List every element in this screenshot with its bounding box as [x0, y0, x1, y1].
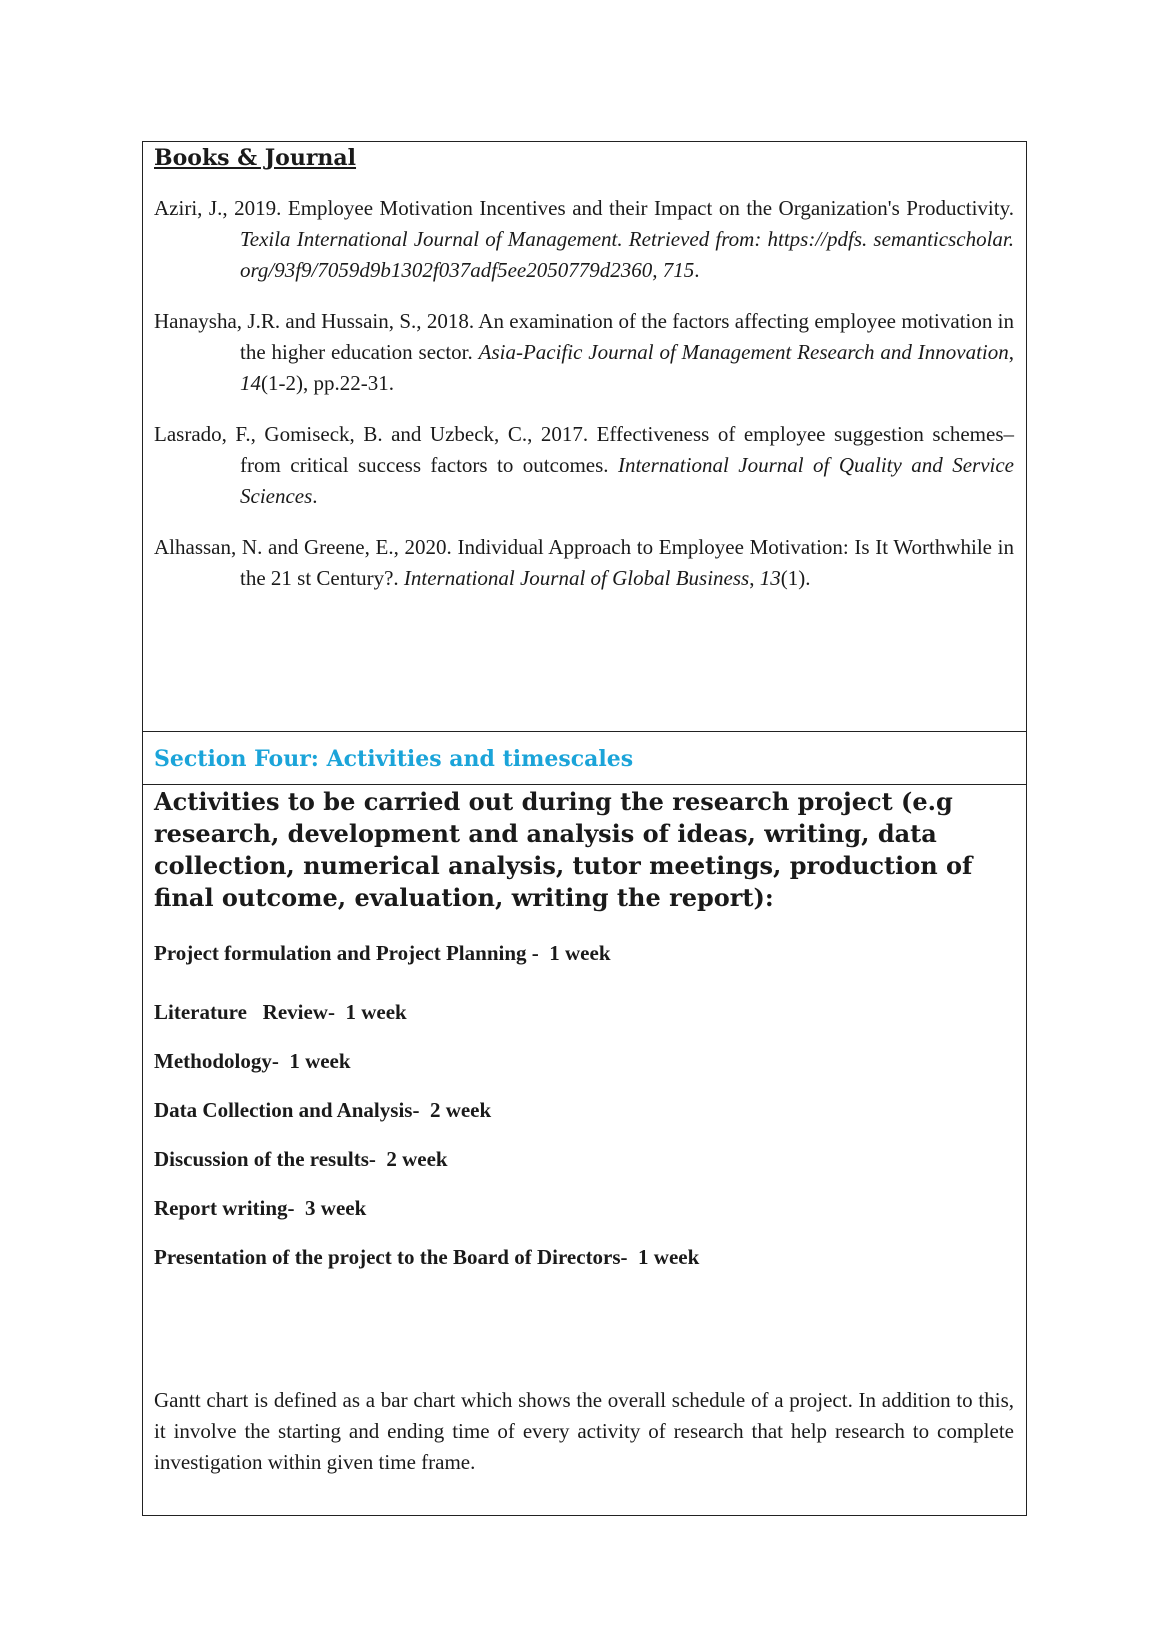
reference-item: [154, 532, 1014, 594]
reference-lead: Alhassan, N. and Greene, E., 2020. Individual Approach to Employee Motivation: Is It Worthwhile in the 21 st Century?.: [154, 535, 1014, 590]
activity-item: Discussion of the results- 2 week: [154, 1147, 448, 1171]
reference-journal: Texila International Journal of Management. Retrieved from: https://pdfs. semanticscholar. org/93f9/7059d9b1302f037adf5ee2050779d2360, 715: [240, 227, 1014, 282]
activity-item: Data Collection and Analysis- 2 week: [154, 1098, 492, 1122]
reference-volume: 14: [240, 371, 261, 395]
reference-volume: 13: [759, 566, 781, 590]
reference-journal: International Journal of Quality and Service Sciences: [240, 453, 1014, 508]
section-four-title: Section Four: Activities and timescales: [154, 746, 634, 772]
books-journal-heading: Books & Journal: [154, 145, 357, 171]
reference-tail: (1).: [780, 566, 811, 590]
activity-item: Project formulation and Project Planning - 1 week: [154, 941, 611, 965]
proposal-table: [142, 141, 1027, 1516]
reference-item: [154, 419, 1014, 512]
reference-tail: .: [694, 258, 700, 282]
reference-item: [154, 193, 1014, 286]
activity-item: Presentation of the project to the Board of Directors- 1 week: [154, 1245, 700, 1269]
activity-item: Methodology- 1 week: [154, 1049, 351, 1073]
reference-lead: Lasrado, F., Gomiseck, B. and Uzbeck, C., 2017. Effectiveness of employee suggestion schemes–from critical success factors to outcomes.: [154, 422, 1014, 477]
activities-heading: Activities to be carried out during the research project (e.g research, development and analysis of ideas, writing, data collection, numerical analysis, tutor meetings, production of final outcome, evaluation, writing the report):: [154, 787, 973, 912]
references-cell: [143, 142, 1026, 732]
reference-journal: International Journal of Global Business: [403, 566, 750, 590]
section-four-cell: [143, 732, 1026, 785]
reference-tail: .: [312, 484, 318, 508]
reference-separator: ,: [749, 566, 760, 590]
activity-item: Literature Review- 1 week: [154, 1000, 407, 1024]
activities-cell: [143, 785, 1026, 1515]
reference-separator: ,: [1008, 340, 1014, 364]
reference-lead: Aziri, J., 2019. Employee Motivation Incentives and their Impact on the Organization's Productivity.: [154, 196, 1014, 220]
reference-list: [154, 193, 1014, 594]
reference-lead: Hanaysha, J.R. and Hussain, S., 2018. An examination of the factors affecting employee motivation in the higher education sector.: [154, 309, 1014, 364]
reference-journal: Asia-Pacific Journal of Management Research and Innovation: [478, 340, 1009, 364]
gantt-chart-paragraph: Gantt chart is defined as a bar chart which shows the overall schedule of a project. In addition to this, it involve the starting and ending time of every activity of research that help research to complete investigation within given time frame.: [154, 1388, 1014, 1474]
reference-item: [154, 306, 1014, 399]
activity-item: Report writing- 3 week: [154, 1196, 367, 1220]
reference-tail: (1-2), pp.22-31.: [261, 371, 394, 395]
activity-list: [154, 938, 1014, 1272]
